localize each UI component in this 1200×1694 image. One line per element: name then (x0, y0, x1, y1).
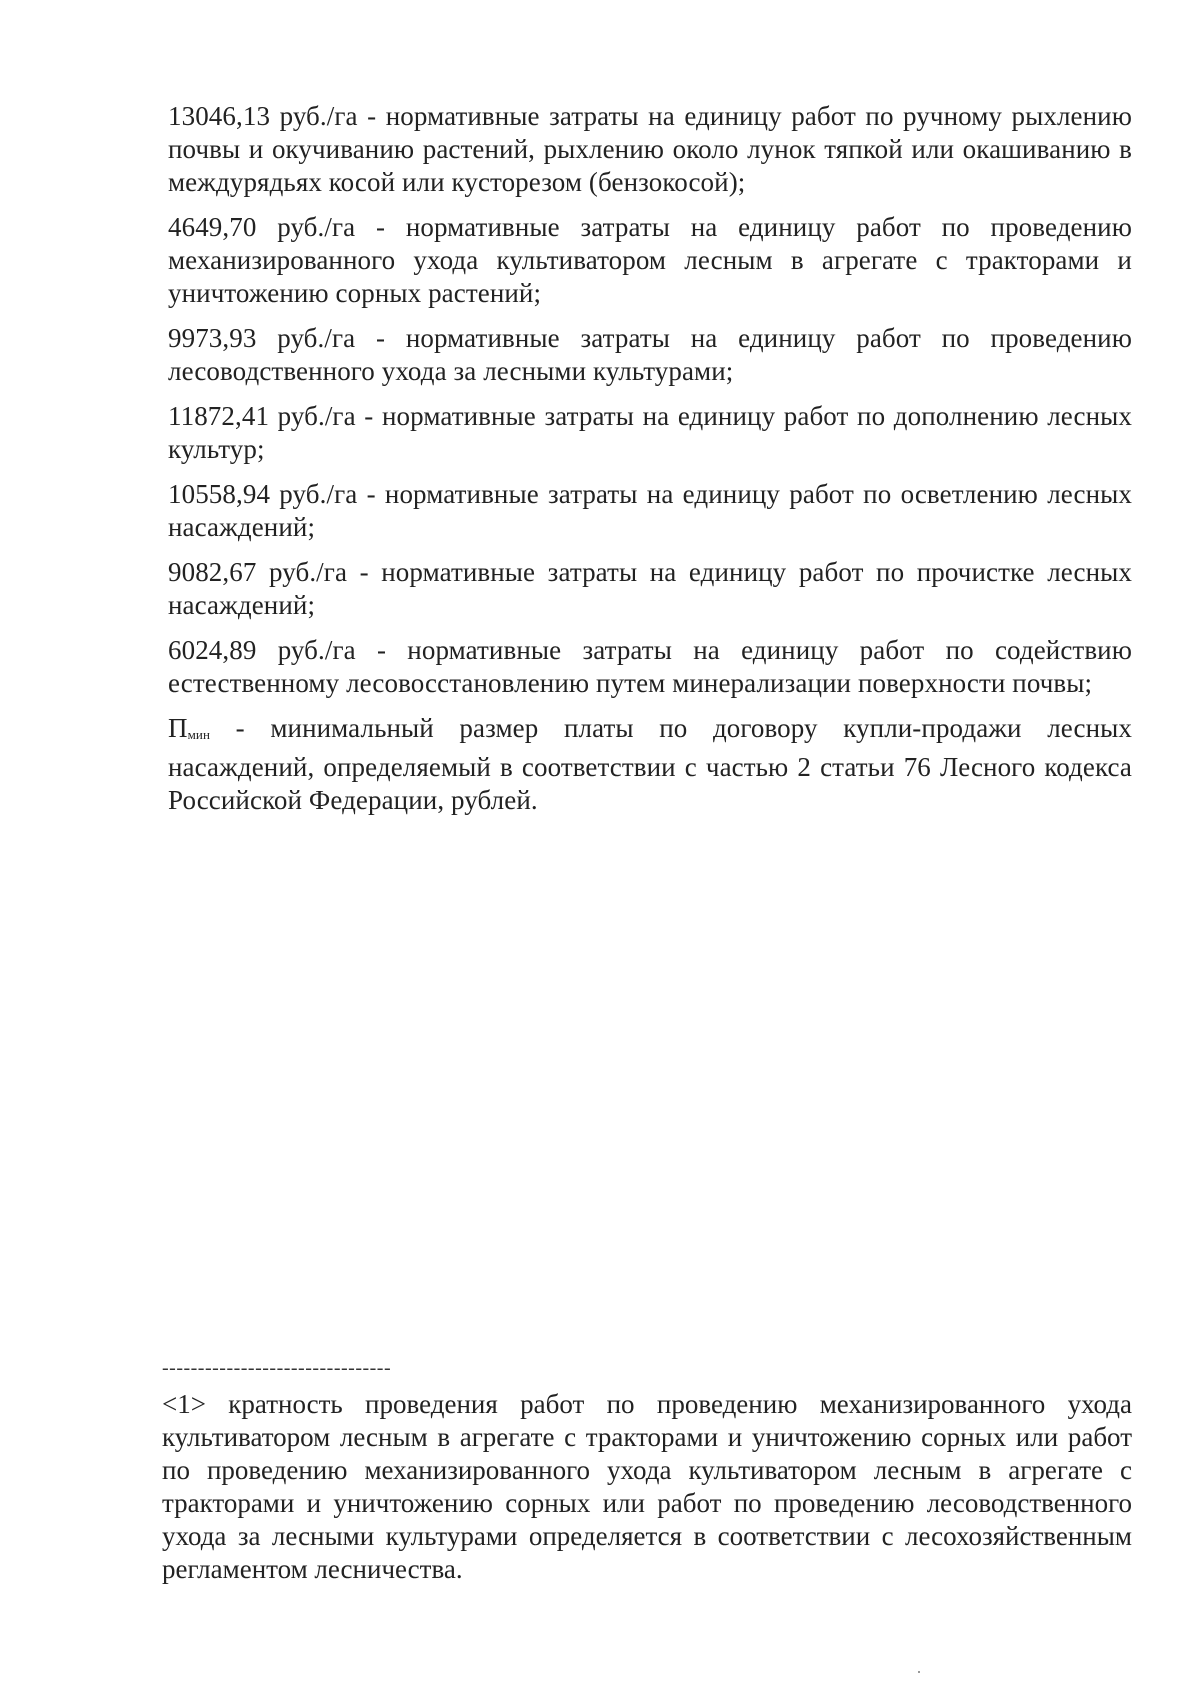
cost-description: - нормативные затраты на единицу работ по осветлению лесных насаждений; (168, 479, 1132, 542)
cost-norm-paragraph (168, 478, 1132, 544)
cost-value: 11872,41 руб./га (168, 401, 356, 431)
cost-value: 6024,89 руб./га (168, 635, 356, 665)
cost-value: 4649,70 руб./га (168, 212, 356, 242)
scan-speck (918, 1671, 920, 1673)
cost-value: 10558,94 руб./га (168, 479, 358, 509)
cost-description: - нормативные затраты на единицу работ по проведению механизированного ухода культиватором лесным в агрегате с тракторами и уничтожению сорных растений; (168, 212, 1132, 308)
cost-norm-paragraph (168, 322, 1132, 388)
document-body (168, 100, 1132, 829)
min-payment-subscript: мин (187, 727, 211, 742)
cost-norm-paragraph (168, 634, 1132, 700)
cost-description: - нормативные затраты на единицу работ по прочистке лесных насаждений; (168, 557, 1132, 620)
cost-description: - нормативные затраты на единицу работ по дополнению лесных культур; (168, 401, 1132, 464)
footnote-separator: -------------------------------- (162, 1357, 392, 1379)
min-payment-symbol: П (168, 713, 188, 743)
footnote-block (162, 1358, 1132, 1586)
cost-norm-paragraph (168, 556, 1132, 622)
cost-norm-paragraph (168, 400, 1132, 466)
footnote-text: <1> кратность проведения работ по проведению механизированного ухода культиватором лесным в агрегате с тракторами и уничтожению сорных или работ по проведению механизированного ухода культиватором лесным в агрегате с тракторами и уничтожению сорных или работ по проведению лесоводственного ухода за лесными культурами определяется в соответствии с лесохозяйственным регламентом лесничества. (162, 1389, 1132, 1584)
cost-description: - нормативные затраты на единицу работ по проведению лесоводственного ухода за лесными культурами; (168, 323, 1132, 386)
min-payment-paragraph (168, 712, 1132, 817)
cost-description: - нормативные затраты на единицу работ по содействию естественному лесовосстановлению путем минерализации поверхности почвы; (168, 635, 1132, 698)
cost-norm-paragraph (168, 100, 1132, 199)
cost-description: - нормативные затраты на единицу работ по ручному рыхлению почвы и окучиванию растений, рыхлению около лунок тяпкой или окашиванию в междурядьях косой или кусторезом (бензокосой); (168, 101, 1132, 197)
cost-norm-paragraph (168, 211, 1132, 310)
cost-value: 9973,93 руб./га (168, 323, 356, 353)
cost-value: 13046,13 руб./га (168, 101, 358, 131)
min-payment-description: - минимальный размер платы по договору купли-продажи лесных насаждений, определяемый в соответствии с частью 2 статьи 76 Лесного кодекса Российской Федерации, рублей. (168, 713, 1132, 815)
cost-value: 9082,67 руб./га (168, 557, 348, 587)
